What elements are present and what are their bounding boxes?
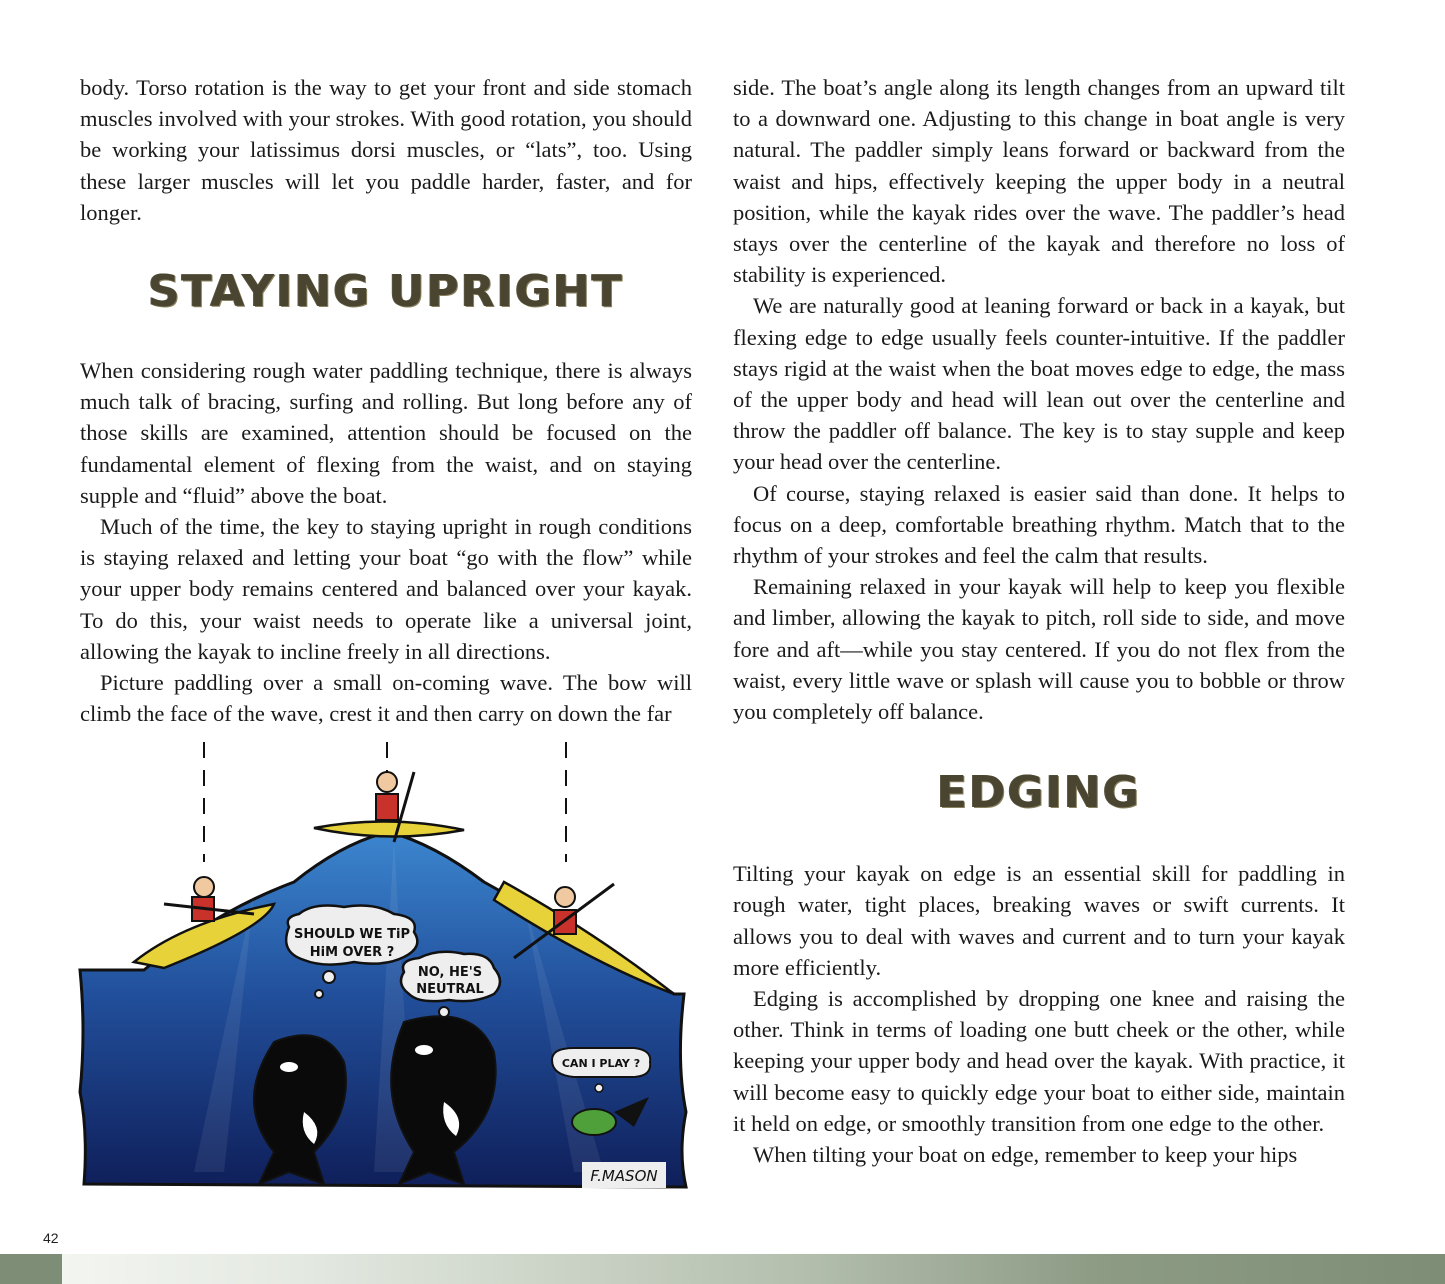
paragraph: Picture paddling over a small on-coming wave. The bow will climb the face of the wave, crest it and then carry on down the far: [80, 670, 692, 727]
paragraph: Much of the time, the key to staying upright in rough conditions is staying relaxed and letting your boat “go with the flow” while your upper body remains centered and balanced over your kayak. To do this, your waist needs to operate like a universal joint, allowing the kayak to incline freely in all directions.: [80, 514, 692, 664]
footer-bar: [0, 1254, 1445, 1284]
paragraph: side. The boat’s angle along its length changes from an upward tilt to a downward one. Adjusting to this change in boat angle is very natural. The paddler simply leans forward or backward from the waist and hips, effectively keeping the upper body in a neutral position, while the kayak rides over the wave. The paddler’s head stays over the centerline of the kayak and therefore no loss of stability is experienced.: [733, 75, 1345, 288]
bubble-text: HiM OVER ?: [309, 945, 395, 960]
paragraph: We are naturally good at leaning forward or back in a kayak, but flexing edge to edge usually feels counter-intuitive. If the paddler stays rigid at the waist when the boat moves edge to edge, the mass of the upper body and head will lean out over the centerline and throw the paddler off balance. The key is to stay supple and keep your head over the centerline.: [733, 293, 1345, 475]
kayak-center: [314, 821, 464, 836]
paragraph: When considering rough water paddling technique, there is always much talk of bracing, surfing and rolling. But long before any of those skills are examined, attention should be focused on the fundamental element of flexing from the waist, and on staying supple and “fluid” above the boat.: [80, 358, 692, 508]
svg-text:F.MASON: F.MASON: [590, 1167, 658, 1185]
bubble-text: SHOULD WE TiP: [293, 927, 411, 942]
paragraph: body. Torso rotation is the way to get your front and side stomach muscles involved with your strokes. With good rotation, you should be working your latissimus dorsi muscles, or “lats”, too. Using these larger muscles will let you paddle harder, faster, and for longer.: [80, 75, 692, 225]
bubble-text: NEUTRAL: [416, 982, 484, 997]
left-column: [80, 72, 692, 729]
bubble-text: CAN I PLAY ?: [561, 1057, 641, 1070]
paragraph: Tilting your kayak on edge is an essential skill for paddling in rough water, tight places, breaking waves or swift currents. It allows you to deal with waves and current and to turn your kayak more efficiently.: [733, 861, 1345, 980]
page-number: 42: [43, 1230, 59, 1246]
paragraph: Remaining relaxed in your kayak will help to keep you flexible and limber, allowing the kayak to pitch, roll side to side, and move fore and aft—while you stay centered. If you do not flex from the waist, every little wave or splash will cause you to bobble or throw you completely off balance.: [733, 574, 1345, 725]
right-column: [733, 72, 1345, 1170]
kayak-wave-cartoon: [74, 732, 700, 1194]
paragraph: When tilting your boat on edge, remember to keep your hips: [753, 1142, 1298, 1168]
paragraph: Of course, staying relaxed is easier said than done. It helps to focus on a deep, comfortable breathing rhythm. Match that to the rhythm of your strokes and feel the calm that results.: [733, 480, 1345, 569]
section-heading-staying-upright: STAYING UPRIGHT: [148, 266, 624, 318]
artist-signature: [582, 1162, 666, 1188]
bubble-text: NO, HE'S: [417, 965, 483, 980]
paragraph: Edging is accomplished by dropping one knee and raising the other. Think in terms of loading one butt cheek or the other, while keeping your upper body and head over the kayak. With practice, it will become easy to quickly edge your boat to either side, maintain it held on edge, or smoothly transition from one edge to the other.: [733, 986, 1345, 1136]
section-heading-edging: EDGING: [936, 767, 1141, 819]
